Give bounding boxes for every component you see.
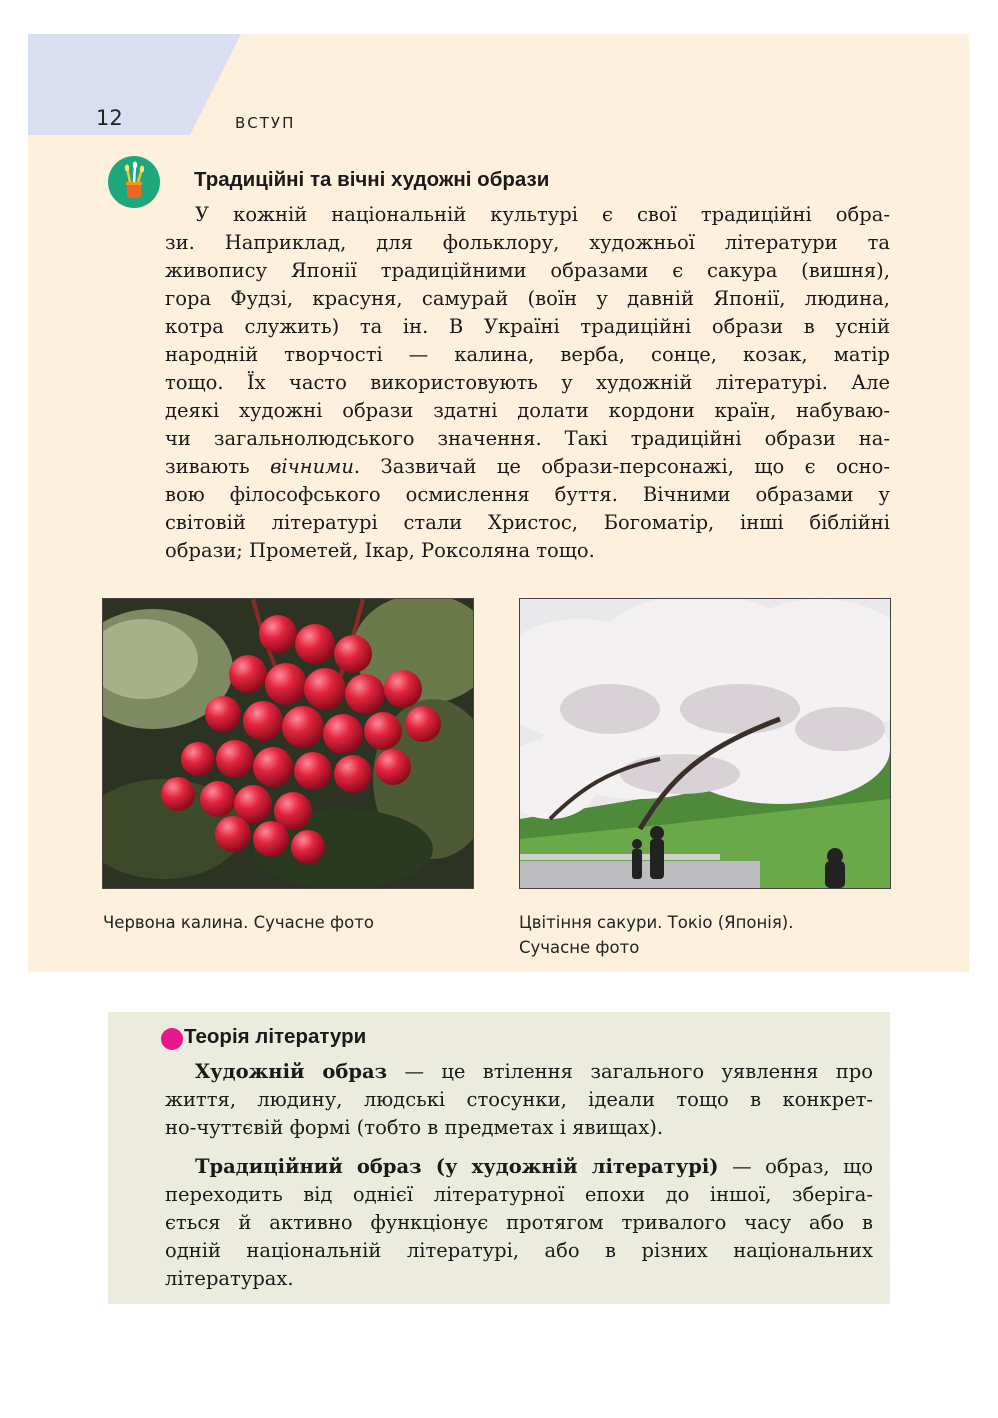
italic-term: вічними [270, 455, 354, 478]
viburnum-caption [103, 910, 374, 935]
line-text: — образ, що [718, 1155, 873, 1178]
definition-line: літературах. [165, 1267, 294, 1290]
section-title: ВСТУП [235, 114, 296, 132]
theory-definition-1 [165, 1058, 873, 1142]
magenta-dot-icon [161, 1028, 183, 1050]
line-text: зивають [165, 455, 271, 478]
sakura-photo [519, 598, 891, 889]
article-line: У кожній національній культурі є свої традиційні обра- [195, 203, 890, 226]
line-text: — це втілення загального уявлення про [387, 1060, 874, 1083]
theory-title: Теорія літератури [184, 1025, 367, 1048]
definition-line: но-чуттєвій формі (тобто в предметах і явищах). [165, 1116, 664, 1139]
article-heading: Традиційні та вічні художні образи [194, 168, 550, 191]
article-line: живопису Японії традиційними образами є сакура (вишня), [165, 259, 890, 282]
viburnum-photo [102, 598, 474, 889]
article-line: народній творчості — калина, верба, сонце, козак, матір [165, 343, 890, 366]
caption-line: Сучасне фото [519, 938, 640, 957]
article-line: образи; Прометей, Ікар, Роксоляна тощо. [165, 539, 595, 562]
caption-line: Цвітіння сакури. Токіо (Японія). [519, 913, 794, 932]
article-body [165, 201, 890, 565]
definition-line: ється й активно функціонує протягом тривалого часу або в [165, 1211, 873, 1234]
definition-line: одній національній літературі, або в різних національних [165, 1239, 873, 1262]
paint-brushes-in-pot-icon [108, 156, 160, 208]
line-text: . Зазвичай це образи-персонажі, що є осно- [353, 455, 890, 478]
article-line: деякі художні образи здатні долати кордони країн, набуваю- [165, 399, 890, 422]
definition-line: переходить від однієї літературної епохи до іншої, зберіга- [165, 1183, 873, 1206]
definition-term: Художній образ [195, 1060, 388, 1083]
article-line: зи. Наприклад, для фольклору, художньої літератури та [165, 231, 890, 254]
article-line: котра служить) та ін. В Україні традиційні образи в усній [165, 315, 890, 338]
definition-line [165, 1058, 873, 1086]
article-line: гора Фудзі, красуня, самурай (воїн у давній Японії, людина, [165, 287, 890, 310]
article-line: чи загальнолюдського значення. Такі традиційні образи на- [165, 427, 890, 450]
article-line: тощо. Їх часто використовують у художній літературі. Але [165, 371, 890, 394]
article-line [165, 453, 890, 481]
theory-definition-2 [165, 1153, 873, 1293]
definition-term: Традиційний образ (у художній літературі) [195, 1155, 719, 1178]
article-line: світовій літературі стали Христос, Богоматір, інші біблійні [165, 511, 890, 534]
sakura-caption [519, 910, 794, 960]
article-line: вою філософського осмислення буття. Вічними образами у [165, 483, 890, 506]
page-number: 12 [96, 106, 123, 130]
definition-line [165, 1153, 873, 1181]
definition-line: життя, людину, людські стосунки, ідеали тощо в конкрет- [165, 1088, 873, 1111]
caption-line: Червона калина. Сучасне фото [103, 913, 374, 932]
